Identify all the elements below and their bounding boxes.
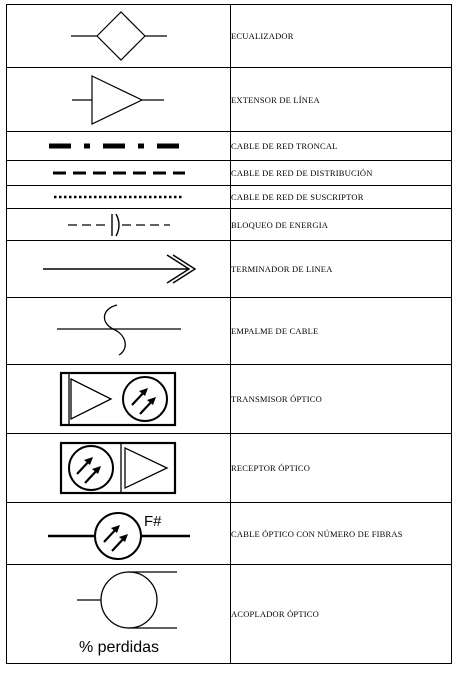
- optical-coupler-icon: [49, 568, 189, 660]
- symbol-label: CABLE DE RED DE SUSCRIPTOR: [231, 186, 452, 209]
- symbol-cell: [7, 161, 231, 186]
- symbol-cell: [7, 503, 231, 565]
- cable-splice-icon: [49, 301, 189, 361]
- loss-percent-caption: % perdidas: [78, 639, 159, 656]
- symbol-cell: [7, 241, 231, 298]
- fiber-count-text: F#: [143, 512, 162, 530]
- optical-receiver-icon: [59, 440, 179, 496]
- legend-row: [7, 209, 452, 241]
- symbol-cell: [7, 298, 231, 365]
- legend-row: [7, 365, 452, 434]
- legend-row: [7, 161, 452, 186]
- symbol-legend-table: [6, 4, 452, 664]
- symbol-label: TRANSMISOR ÓPTICO: [231, 365, 452, 434]
- symbol-label: EMPALME DE CABLE: [231, 298, 452, 365]
- symbol-label: RECEPTOR ÓPTICO: [231, 434, 452, 503]
- optical-transmitter-icon: [59, 369, 179, 429]
- line-terminator-icon: [39, 249, 199, 289]
- symbol-label: ACOPLADOR ÓPTICO: [231, 565, 452, 664]
- fiber-count-cable-icon: [44, 506, 194, 562]
- legend-row: [7, 565, 452, 664]
- symbol-cell: [7, 434, 231, 503]
- trunk-cable-icon: [44, 140, 194, 152]
- legend-row: [7, 5, 452, 68]
- symbol-label: CABLE DE RED DE DISTRIBUCIÓN: [231, 161, 452, 186]
- symbol-label: CABLE DE RED TRONCAL: [231, 132, 452, 161]
- symbol-cell: [7, 132, 231, 161]
- symbol-cell: [7, 209, 231, 241]
- symbol-label: TERMINADOR DE LINEA: [231, 241, 452, 298]
- legend-row: [7, 503, 452, 565]
- legend-row: [7, 186, 452, 209]
- equalizer-icon: [59, 8, 179, 64]
- legend-row: [7, 241, 452, 298]
- distribution-cable-icon: [49, 168, 189, 178]
- symbol-cell: [7, 68, 231, 132]
- symbol-label: ECUALIZADOR: [231, 5, 452, 68]
- power-block-icon: [64, 211, 174, 239]
- subscriber-cable-icon: [52, 193, 186, 201]
- symbol-cell: [7, 565, 231, 664]
- symbol-label: EXTENSOR DE LÍNEA: [231, 68, 452, 132]
- symbol-cell: [7, 186, 231, 209]
- symbol-label: BLOQUEO DE ENERGIA: [231, 209, 452, 241]
- symbol-cell: [7, 5, 231, 68]
- line-extender-icon: [64, 72, 174, 128]
- legend-row: [7, 298, 452, 365]
- symbol-label: CABLE ÓPTICO CON NÚMERO DE FIBRAS: [231, 503, 452, 565]
- legend-row: [7, 132, 452, 161]
- legend-row: [7, 68, 452, 132]
- legend-row: [7, 434, 452, 503]
- symbol-cell: [7, 365, 231, 434]
